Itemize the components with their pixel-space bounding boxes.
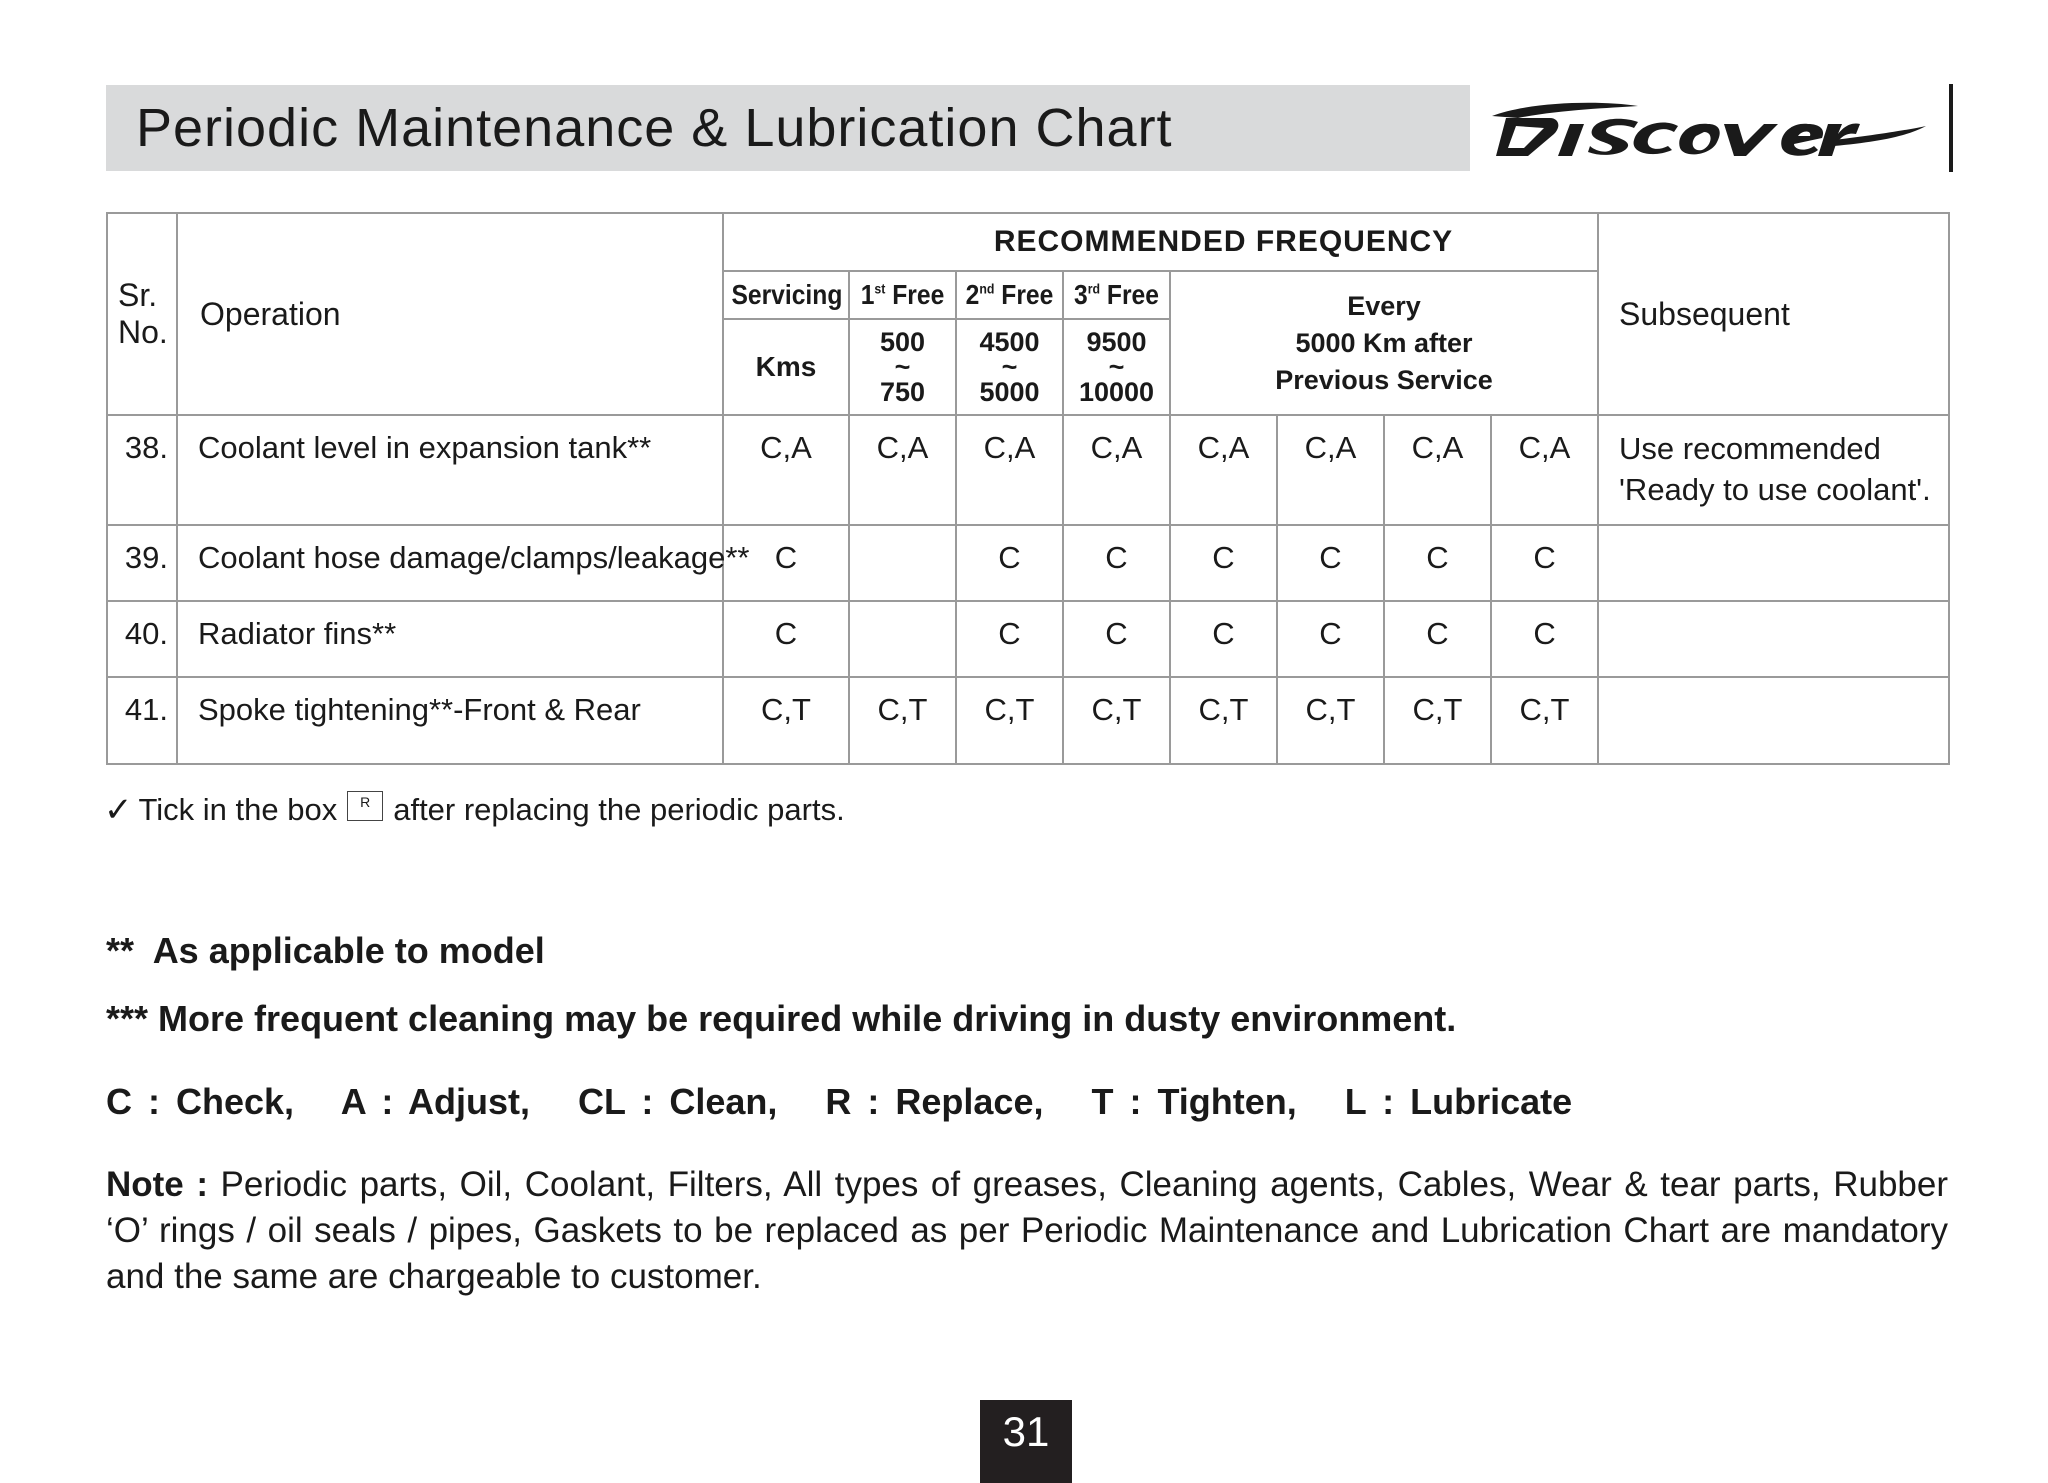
header-recommended-frequency: RECOMMENDED FREQUENCY [849, 213, 1598, 271]
row-value: C,A [1063, 415, 1170, 525]
row-remark [1598, 677, 1949, 764]
row-value: C,A [1170, 415, 1277, 525]
row-value: C,T [1277, 677, 1384, 764]
row-value: C [1063, 601, 1170, 677]
row-number: 39. [107, 525, 177, 601]
row-value: C,T [956, 677, 1063, 764]
checkmark-icon: ✓ [104, 791, 133, 829]
row-number: 41. [107, 677, 177, 764]
row-value: C [1063, 525, 1170, 601]
header-kms: Kms [723, 319, 849, 415]
row-value: C [956, 525, 1063, 601]
row-value: C,A [849, 415, 956, 525]
title-bar [106, 85, 1470, 171]
row-operation: Coolant hose damage/clamps/leakage** [177, 525, 723, 601]
header-subsequent: Subsequent [1598, 213, 1949, 415]
row-value: C,T [1384, 677, 1491, 764]
header-free-3: 3rd Free [1069, 271, 1163, 319]
row-value: C [1384, 525, 1491, 601]
row-remark [1598, 525, 1949, 601]
note-paragraph [106, 1162, 1948, 1300]
header-sr-no: Sr. No. [107, 213, 177, 415]
row-value: C [1277, 525, 1384, 601]
row-value: C [1277, 601, 1384, 677]
table-row [107, 601, 1949, 677]
row-value: C [1170, 601, 1277, 677]
header-range-2: 4500 ~ 5000 [956, 319, 1063, 415]
header-free-2: 2nd Free [962, 271, 1056, 319]
table-row [107, 525, 1949, 601]
row-value [849, 601, 956, 677]
tick-instruction [104, 790, 845, 830]
table-row [107, 415, 1949, 525]
replace-box: R [347, 791, 383, 821]
row-value [849, 525, 956, 601]
row-value: C,T [723, 677, 849, 764]
row-value: C,A [1277, 415, 1384, 525]
note-applicable: ** As applicable to model [106, 930, 545, 971]
row-value: C [723, 601, 849, 677]
header-range-3: 9500 ~ 10000 [1063, 319, 1170, 415]
header-every-5000: Every 5000 Km after Previous Service [1170, 271, 1598, 415]
header-free-1: 1st Free [855, 271, 949, 319]
row-value: C,A [1491, 415, 1598, 525]
row-operation: Spoke tightening**-Front & Rear [177, 677, 723, 764]
row-value: C [1491, 601, 1598, 677]
logo-divider [1949, 84, 1953, 172]
row-operation: Coolant level in expansion tank** [177, 415, 723, 525]
note-label: Note : [106, 1165, 208, 1204]
row-remark: Use recommended 'Ready to use coolant'. [1598, 415, 1949, 525]
page-title: Periodic Maintenance & Lubrication Chart [136, 98, 1173, 158]
row-remark [1598, 601, 1949, 677]
row-value: C,T [1170, 677, 1277, 764]
maintenance-table [106, 212, 1950, 765]
row-value: C,T [1063, 677, 1170, 764]
discover-logo [1488, 96, 1928, 166]
row-value: C [956, 601, 1063, 677]
note-text: Periodic parts, Oil, Coolant, Filters, All types of greases, Cleaning agents, Cables, Wear & tear parts, Rubber ‘O’ rings / oil seals / pipes, Gaskets to be replaced as per Periodic Maintenance and Lubrication Chart are mandatory and the same are chargeable to customer. [106, 1165, 1949, 1296]
tick-text-after: after replacing the periodic parts. [393, 792, 845, 827]
row-value: C [723, 525, 849, 601]
row-number: 40. [107, 601, 177, 677]
row-operation: Radiator fins** [177, 601, 723, 677]
row-value: C,A [956, 415, 1063, 525]
tick-text-before: Tick in the box [138, 792, 338, 827]
row-value: C [1491, 525, 1598, 601]
note-frequent-cleaning: *** More frequent cleaning may be required while driving in dusty environment. [106, 998, 1457, 1039]
row-value: C,T [1491, 677, 1598, 764]
row-value: C,A [723, 415, 849, 525]
row-number: 38. [107, 415, 177, 525]
row-value: C,A [1384, 415, 1491, 525]
header-range-1: 500 ~ 750 [849, 319, 956, 415]
row-value: C,T [849, 677, 956, 764]
legend-abbreviations: C : Check, A : Adjust, CL : Clean, R : Replace, T : Tighten, L : Lubricate [106, 1081, 1573, 1122]
row-value: C [1384, 601, 1491, 677]
header-servicing: Servicing [731, 271, 842, 319]
page-number: 31 [980, 1400, 1072, 1483]
header-operation: Operation [177, 213, 723, 415]
row-value: C [1170, 525, 1277, 601]
table-row [107, 677, 1949, 764]
